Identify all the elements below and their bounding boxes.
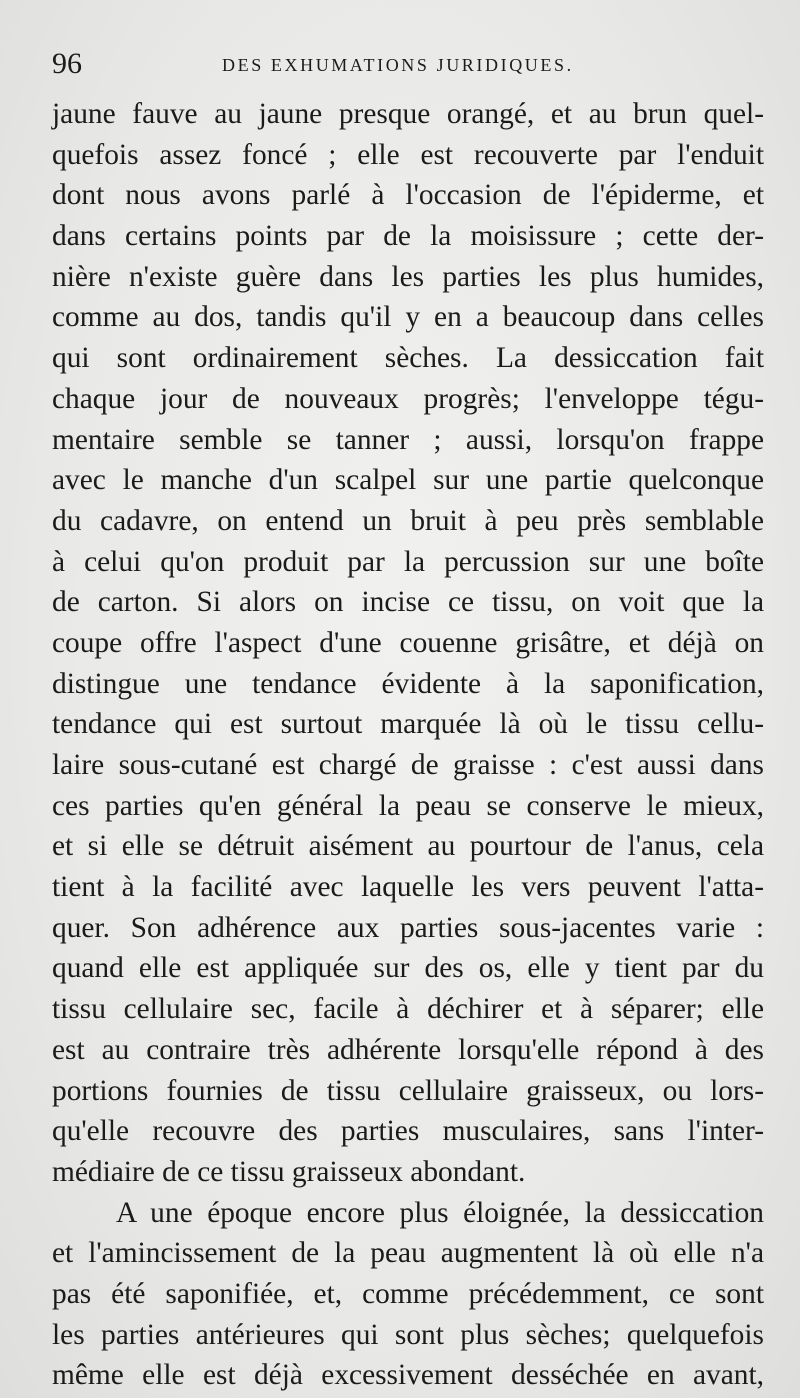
paragraph-end-line: médiaire de ce tissu graisseux abondant. — [52, 1155, 526, 1188]
text-line: ces parties qu'en général la peau se conserve le mieux, — [52, 789, 764, 822]
paragraph-start-line: A une époque encore plus éloignée, la dessiccation — [116, 1196, 764, 1229]
text-line: qui sont ordinairement sèches. La dessiccation fait — [52, 342, 764, 375]
text-line: dans certains points par de la moisissure ; cette der- — [52, 220, 764, 253]
text-line: laire sous-cutané est chargé de graisse : c'est aussi dans — [52, 749, 764, 781]
running-head: DES EXHUMATIONS JURIDIQUES. — [222, 55, 574, 75]
text-line: à celui qu'on produit par la percussion sur une boîte — [52, 545, 764, 578]
text-line: tissu cellulaire sec, facile à déchirer et à séparer; elle — [52, 993, 764, 1026]
text-line: chaque jour de nouveaux progrès; l'enveloppe tégu- — [52, 382, 764, 415]
text-line: quand elle est appliquée sur des os, elle y tient par du — [52, 952, 764, 985]
text-line: quer. Son adhérence aux parties sous-jacentes varie : — [52, 911, 764, 944]
text-line: et l'amincissement de la peau augmentent là où elle n'a — [52, 1237, 764, 1270]
text-line: quefois assez foncé ; elle est recouverte par l'enduit — [52, 138, 764, 171]
text-line: tendance qui est surtout marquée là où le tissu cellu- — [52, 708, 764, 741]
text-line: dont nous avons parlé à l'occasion de l'épiderme, et — [52, 179, 764, 212]
text-line: qu'elle recouvre des parties musculaires, sans l'inter- — [52, 1115, 764, 1148]
text-line: les parties antérieures qui sont plus sèches; quelquefois — [52, 1318, 764, 1351]
text-line: jaune fauve au jaune presque orangé, et au brun quel- — [52, 98, 764, 130]
text-line: mentaire semble se tanner ; aussi, lorsqu'on frappe — [52, 423, 764, 456]
text-line: portions fournies de tissu cellulaire graisseux, ou lors- — [52, 1074, 764, 1107]
text-line: coupe offre l'aspect d'une couenne grisâtre, et déjà on — [52, 626, 764, 659]
text-line: comme au dos, tandis qu'il y en a beaucoup dans celles — [52, 301, 764, 334]
text-line: tient à la facilité avec laquelle les vers peuvent l'atta- — [52, 871, 764, 904]
page-header — [52, 44, 752, 84]
text-line: même elle est déjà excessivement desséchée en avant, — [52, 1359, 764, 1392]
text-line: avec le manche d'un scalpel sur une partie quelconque — [52, 464, 764, 497]
text-line: du cadavre, on entend un bruit à peu près semblable — [52, 504, 764, 537]
text-line: de carton. Si alors on incise ce tissu, on voit que la — [52, 586, 764, 619]
page-number: 96 — [52, 47, 82, 80]
text-line: est au contraire très adhérente lorsqu'elle répond à des — [52, 1033, 764, 1066]
text-line: et si elle se détruit aisément au pourtour de l'anus, cela — [52, 830, 764, 863]
body-text — [52, 94, 764, 1396]
text-line: nière n'existe guère dans les parties les plus humides, — [52, 260, 764, 293]
text-line: pas été saponifiée, et, comme précédemment, ce sont — [52, 1277, 764, 1310]
text-line: distingue une tendance évidente à la saponification, — [52, 667, 764, 700]
